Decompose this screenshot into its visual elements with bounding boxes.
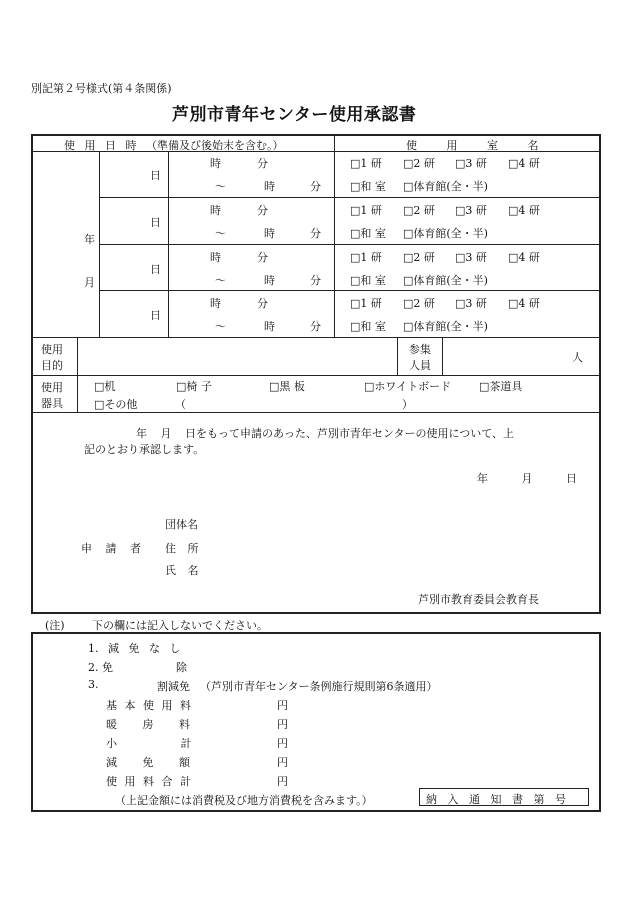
- year-label: 年: [84, 233, 95, 246]
- room-2ken-checkbox[interactable]: □2 研: [403, 204, 435, 217]
- org-name-label: 団体名: [165, 518, 198, 531]
- room-1ken-checkbox[interactable]: □1 研: [350, 297, 382, 310]
- approval-text-line-2: 記のとおり承認します。: [84, 443, 205, 456]
- month-label: 月: [84, 276, 95, 289]
- start-hour-label: 時: [210, 157, 221, 170]
- attendees-label-2: 人員: [409, 359, 431, 372]
- address-label: 住 所: [165, 542, 199, 555]
- tilde: ～: [215, 320, 226, 333]
- start-hour-label: 時: [210, 251, 221, 264]
- end-hour-label: 時: [264, 180, 275, 193]
- start-minute-label: 分: [257, 251, 268, 264]
- fee-subtotal-label: 小 計: [106, 737, 192, 750]
- date-column-header: 使 用 日 時 （準備及び後始末を含む。）: [64, 139, 284, 152]
- fee-reduction-label: 減 免 額: [106, 756, 190, 769]
- fee-basic-label: 基 本 使 用 料: [106, 699, 191, 712]
- purpose-field[interactable]: [80, 340, 394, 373]
- exemption-none: 1. 減 免 な し: [88, 642, 181, 655]
- end-hour-label: 時: [264, 274, 275, 287]
- room-2ken-checkbox[interactable]: □2 研: [403, 251, 435, 264]
- room-gym-checkbox[interactable]: □体育館(全・半): [403, 274, 488, 287]
- room-2ken-checkbox[interactable]: □2 研: [403, 297, 435, 310]
- day-label: 日: [150, 263, 161, 276]
- room-4ken-checkbox[interactable]: □4 研: [508, 297, 540, 310]
- start-hour-label: 時: [210, 204, 221, 217]
- other-paren-open: （: [175, 398, 186, 411]
- room-washitsu-checkbox[interactable]: □和 室: [350, 320, 386, 333]
- room-3ken-checkbox[interactable]: □3 研: [455, 251, 487, 264]
- room-washitsu-checkbox[interactable]: □和 室: [350, 180, 386, 193]
- room-4ken-checkbox[interactable]: □4 研: [508, 204, 540, 217]
- tilde: ～: [215, 180, 226, 193]
- equip-other-checkbox[interactable]: □その他: [94, 398, 138, 411]
- note-text: 下の欄には記入しないでください。: [92, 619, 268, 632]
- start-minute-label: 分: [257, 157, 268, 170]
- attendees-field[interactable]: [446, 340, 566, 373]
- end-hour-label: 時: [264, 320, 275, 333]
- fee-reduction-unit: 円: [277, 756, 288, 769]
- room-3ken-checkbox[interactable]: □3 研: [455, 204, 487, 217]
- room-washitsu-checkbox[interactable]: □和 室: [350, 227, 386, 240]
- approval-text-line-1: 年 月 日をもって申請のあった、芦別市青年センターの使用について、上: [136, 427, 515, 440]
- room-1ken-checkbox[interactable]: □1 研: [350, 251, 382, 264]
- exemption-partial-word: 割減免: [157, 680, 190, 693]
- form-id: 別記第２号様式(第４条関係): [31, 82, 172, 95]
- fee-heating-label: 暖 房 料: [106, 718, 190, 731]
- exemption-full-word: 除: [176, 661, 187, 674]
- purpose-label-2: 目的: [41, 359, 63, 372]
- applicant-label: 申 請 者: [81, 542, 141, 555]
- note-label: (注): [45, 619, 65, 632]
- end-minute-label: 分: [310, 227, 321, 240]
- fee-subtotal-unit: 円: [277, 737, 288, 750]
- exemption-partial-ref: （芦別市青年センター条例施行規則第6条適用）: [200, 680, 438, 693]
- equip-whiteboard-checkbox[interactable]: □ホワイトボード: [364, 380, 452, 393]
- room-3ken-checkbox[interactable]: □3 研: [455, 297, 487, 310]
- attendees-unit: 人: [572, 351, 583, 364]
- room-gym-checkbox[interactable]: □体育館(全・半): [403, 227, 488, 240]
- day-label: 日: [150, 309, 161, 322]
- fee-heating-unit: 円: [277, 718, 288, 731]
- tilde: ～: [215, 274, 226, 287]
- room-1ken-checkbox[interactable]: □1 研: [350, 157, 382, 170]
- room-4ken-checkbox[interactable]: □4 研: [508, 251, 540, 264]
- tilde: ～: [215, 227, 226, 240]
- room-1ken-checkbox[interactable]: □1 研: [350, 204, 382, 217]
- payment-notice-label: 納 入 通 知 書 第 号: [426, 793, 566, 806]
- start-hour-label: 時: [210, 297, 221, 310]
- room-4ken-checkbox[interactable]: □4 研: [508, 157, 540, 170]
- other-paren-close: ）: [402, 398, 413, 411]
- day-label: 日: [150, 216, 161, 229]
- approval-date: 年 月 日: [477, 472, 577, 485]
- start-minute-label: 分: [257, 297, 268, 310]
- end-hour-label: 時: [264, 227, 275, 240]
- room-column-header: 使 用 室 名: [406, 139, 539, 152]
- attendees-label-1: 参集: [409, 343, 431, 356]
- room-washitsu-checkbox[interactable]: □和 室: [350, 274, 386, 287]
- room-gym-checkbox[interactable]: □体育館(全・半): [403, 180, 488, 193]
- start-minute-label: 分: [257, 204, 268, 217]
- day-label: 日: [150, 169, 161, 182]
- name-label: 氏 名: [165, 564, 199, 577]
- room-gym-checkbox[interactable]: □体育館(全・半): [403, 320, 488, 333]
- end-minute-label: 分: [310, 274, 321, 287]
- tax-note: （上記金額には消費税及び地方消費税を含みます。）: [115, 794, 373, 807]
- fee-total-label: 使 用 料 合 計: [106, 775, 191, 788]
- equip-chair-checkbox[interactable]: □椅 子: [176, 380, 212, 393]
- fee-total-unit: 円: [277, 775, 288, 788]
- end-minute-label: 分: [310, 320, 321, 333]
- end-minute-label: 分: [310, 180, 321, 193]
- exemption-full-num: 2. 免: [88, 661, 113, 674]
- purpose-label-1: 使用: [41, 343, 63, 356]
- equip-blackboard-checkbox[interactable]: □黒 板: [269, 380, 305, 393]
- exemption-partial-num: 3.: [88, 678, 99, 691]
- room-3ken-checkbox[interactable]: □3 研: [455, 157, 487, 170]
- issuer-label: 芦別市教育委員会教育長: [418, 593, 539, 606]
- room-2ken-checkbox[interactable]: □2 研: [403, 157, 435, 170]
- equipment-label-1: 使用: [41, 381, 63, 394]
- page-title: 芦別市青年センター使用承認書: [172, 105, 417, 125]
- fee-basic-unit: 円: [277, 699, 288, 712]
- equip-desk-checkbox[interactable]: □机: [94, 380, 116, 393]
- equipment-label-2: 器具: [41, 397, 63, 410]
- equip-tea-set-checkbox[interactable]: □茶道具: [479, 380, 523, 393]
